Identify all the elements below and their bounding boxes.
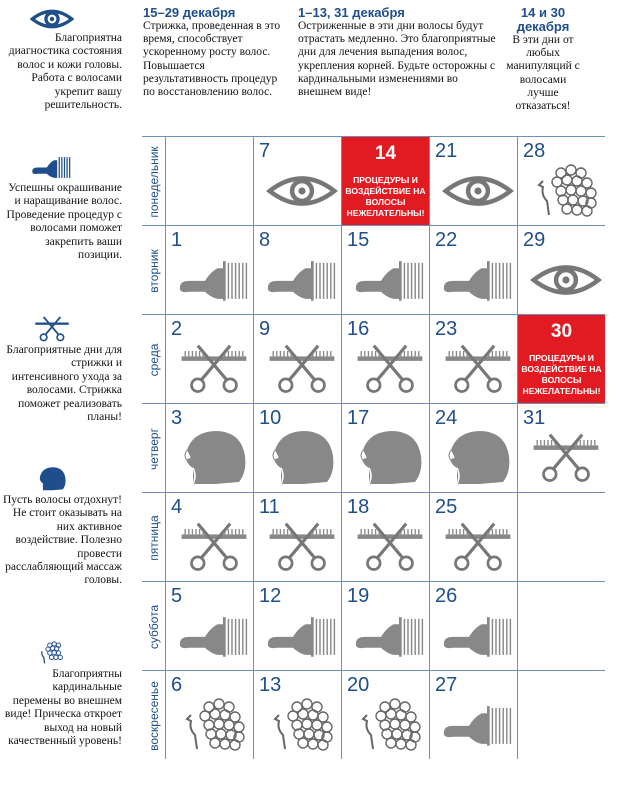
day-cell xyxy=(341,403,429,492)
scissors-icon xyxy=(354,339,426,399)
weekday-text: понедельник xyxy=(146,145,161,218)
day-cell xyxy=(429,670,517,759)
day-number: 29 xyxy=(523,229,546,251)
weekday-text: пятница xyxy=(146,514,161,561)
day-number: 26 xyxy=(435,585,458,607)
day-number: 30 xyxy=(550,321,573,342)
week-row xyxy=(142,492,612,581)
day-cell xyxy=(429,581,517,670)
day-cell xyxy=(165,492,253,581)
comb-icon xyxy=(30,154,74,180)
legend-text-head: Пусть волосы отдохнут! Не стоит оказывать на них активное воздействие. Полезно провести расслабляющий массаж головы. xyxy=(2,494,122,587)
day-cell xyxy=(341,670,429,759)
scissors-icon xyxy=(530,428,602,488)
day-number: 23 xyxy=(435,318,458,340)
header-title: 14 и 30 декабря xyxy=(516,5,570,34)
curly-hair-icon xyxy=(178,695,250,755)
day-number: 17 xyxy=(347,407,370,429)
curly-hair-icon xyxy=(30,640,74,666)
day-cell xyxy=(165,581,253,670)
week-row xyxy=(142,581,612,670)
day-cell xyxy=(165,670,253,759)
day-cell xyxy=(341,314,429,403)
day-cell xyxy=(253,403,341,492)
day-cell xyxy=(517,670,605,759)
head-icon xyxy=(266,428,338,488)
day-cell xyxy=(429,136,517,225)
day-cell xyxy=(253,492,341,581)
day-cell xyxy=(429,225,517,314)
day-cell xyxy=(429,403,517,492)
scissors-icon xyxy=(442,517,514,577)
comb-icon xyxy=(442,695,514,755)
comb-icon xyxy=(442,606,514,666)
day-cell xyxy=(517,403,605,492)
weekday-label xyxy=(142,403,165,493)
comb-icon xyxy=(354,250,426,310)
day-number: 15 xyxy=(347,229,370,251)
comb-icon xyxy=(266,606,338,666)
day-cell xyxy=(253,225,341,314)
day-cell xyxy=(253,314,341,403)
legend-text-comb: Успешны окрашивание и наращивание волос. Проведение процедур с волосами поможет закрепить ваши позиции. xyxy=(6,182,122,262)
comb-icon xyxy=(178,606,250,666)
day-cell xyxy=(517,314,605,403)
day-cell xyxy=(253,581,341,670)
weekday-label xyxy=(142,225,165,315)
day-number: 31 xyxy=(523,407,546,429)
weekday-label xyxy=(142,581,165,671)
weekday-text: суббота xyxy=(146,604,161,649)
day-number: 1 xyxy=(171,229,183,251)
day-cell xyxy=(517,136,605,225)
day-number: 16 xyxy=(347,318,370,340)
day-number: 5 xyxy=(171,585,183,607)
day-cell xyxy=(341,581,429,670)
day-cell xyxy=(165,314,253,403)
day-cell xyxy=(253,670,341,759)
header-period-2 xyxy=(298,6,498,99)
comb-icon xyxy=(266,250,338,310)
week-row xyxy=(142,314,612,403)
day-number: 19 xyxy=(347,585,370,607)
day-number: 8 xyxy=(259,229,271,251)
comb-icon xyxy=(178,250,250,310)
day-number: 11 xyxy=(259,496,280,518)
header-title: 15–29 декабря xyxy=(143,5,236,20)
day-number: 28 xyxy=(523,140,546,162)
day-number: 20 xyxy=(347,674,370,696)
eye-icon xyxy=(442,171,514,211)
day-cell xyxy=(517,225,605,314)
header-text: В эти дни от любых манипуляций с волосами лучше отказаться! xyxy=(506,34,580,113)
day-number: 18 xyxy=(347,496,370,518)
day-cell xyxy=(165,136,253,225)
curly-hair-icon xyxy=(266,695,338,755)
weekday-label xyxy=(142,136,165,226)
warning-text: ПРОЦЕДУРЫ И ВОЗДЕЙСТВИЕ НА ВОЛОСЫ НЕЖЕЛАТЕЛЬНЫ! xyxy=(521,353,602,396)
day-number: 2 xyxy=(171,318,183,340)
day-cell xyxy=(165,403,253,492)
head-icon xyxy=(178,428,250,488)
scissors-icon xyxy=(354,517,426,577)
day-number: 25 xyxy=(435,496,458,518)
scissors-icon xyxy=(266,517,338,577)
day-number: 7 xyxy=(259,140,271,162)
day-cell xyxy=(341,225,429,314)
weekday-text: вторник xyxy=(146,248,161,293)
weekday-text: четверг xyxy=(146,427,161,470)
legend-text-curly: Благоприятны кардинальные перемены во внешнем виде! Прическа откроет выход на новый качественный уровень! xyxy=(4,668,122,748)
day-number: 12 xyxy=(259,585,282,607)
day-number: 21 xyxy=(435,140,458,162)
scissors-icon xyxy=(442,339,514,399)
legend-text-scissors: Благоприятные дни для стрижки и интенсивного ухода за волосами. Стрижка поможет реализовать планы! xyxy=(6,344,122,424)
day-number: 3 xyxy=(171,407,183,429)
day-number: 10 xyxy=(259,407,282,429)
day-cell xyxy=(165,225,253,314)
eye-icon xyxy=(30,6,74,32)
eye-icon xyxy=(530,260,602,300)
day-cell xyxy=(341,136,429,225)
day-number: 6 xyxy=(171,674,183,696)
day-number: 24 xyxy=(435,407,458,429)
day-number: 22 xyxy=(435,229,458,251)
day-number: 9 xyxy=(259,318,271,340)
scissors-icon xyxy=(30,316,74,342)
day-cell xyxy=(429,314,517,403)
day-cell xyxy=(341,492,429,581)
comb-icon xyxy=(354,606,426,666)
weekday-label xyxy=(142,670,165,760)
week-row xyxy=(142,403,612,492)
scissors-icon xyxy=(266,339,338,399)
day-cell xyxy=(517,492,605,581)
header-text: Остриженные в эти дни волосы будут отрастать медленно. Это благоприятные дни для лечения выпадения волос, укрепления корней. Будьте осторожны с кардинальными изменениями во внешнем виде! xyxy=(298,20,496,99)
legend-text-eye: Благоприятна диагностика состояния волос и кожи головы. Работа с волосами укрепит вашу решительность. xyxy=(8,32,122,112)
head-icon xyxy=(30,466,74,492)
week-row xyxy=(142,670,612,759)
weekday-label xyxy=(142,492,165,582)
legend xyxy=(0,0,130,812)
day-number: 13 xyxy=(259,674,282,696)
head-icon xyxy=(354,428,426,488)
day-cell xyxy=(429,492,517,581)
day-number: 27 xyxy=(435,674,458,696)
head-icon xyxy=(442,428,514,488)
day-cell xyxy=(517,581,605,670)
weekday-label xyxy=(142,314,165,404)
curly-hair-icon xyxy=(354,695,426,755)
day-cell xyxy=(253,136,341,225)
day-number: 4 xyxy=(171,496,183,518)
weekday-text: среда xyxy=(146,343,161,376)
header-period-1 xyxy=(143,6,291,99)
header-text: Стрижка, проведенная в это время, способствует ускоренному росту волос. Повышается результативность процедур по восстановлению волос. xyxy=(143,20,281,99)
eye-icon xyxy=(266,171,338,211)
header-period-3 xyxy=(506,6,580,113)
comb-icon xyxy=(442,250,514,310)
day-number: 14 xyxy=(374,143,397,164)
curly-hair-icon xyxy=(530,161,602,221)
scissors-icon xyxy=(178,517,250,577)
week-row xyxy=(142,225,612,314)
week-row xyxy=(142,136,612,225)
warning-text: ПРОЦЕДУРЫ И ВОЗДЕЙСТВИЕ НА ВОЛОСЫ НЕЖЕЛАТЕЛЬНЫ! xyxy=(345,175,426,218)
scissors-icon xyxy=(178,339,250,399)
header-title: 1–13, 31 декабря xyxy=(298,5,405,20)
weekday-text: воскресенье xyxy=(146,680,161,751)
